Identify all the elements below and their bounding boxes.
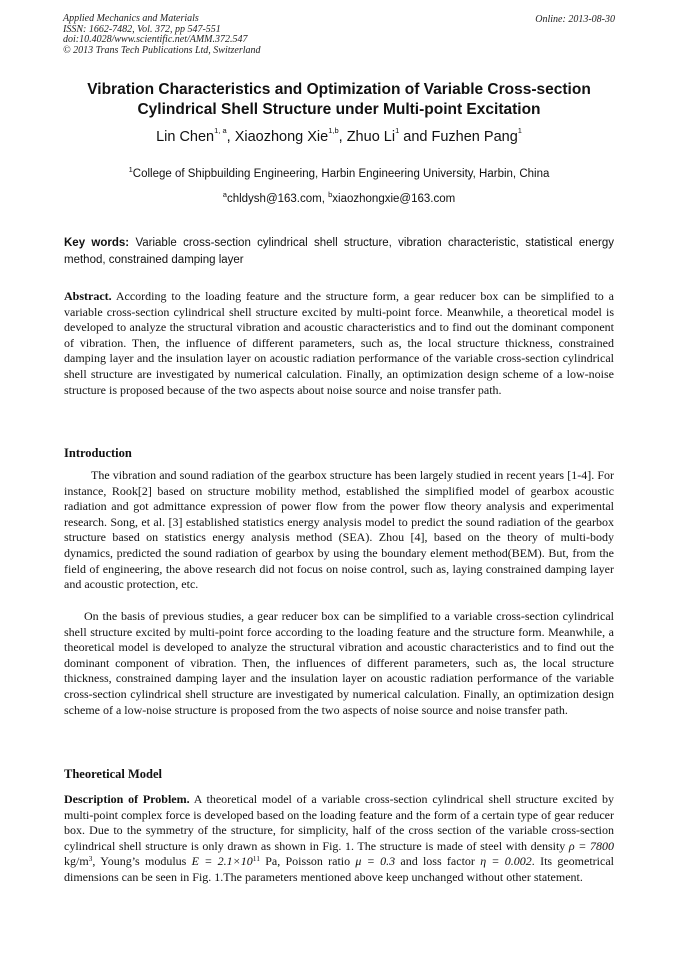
theoretical-model-heading: Theoretical Model: [64, 767, 163, 781]
author-name: Zhuo Li: [346, 129, 396, 145]
email-address-b[interactable]: xiaozhongxie@163.com: [332, 193, 456, 205]
author-name: Lin Chen: [156, 129, 215, 145]
author-name: Xiaozhong Xie: [234, 129, 329, 145]
abstract-paragraph: [64, 289, 614, 398]
email-address-a[interactable]: chldysh@163.com: [226, 193, 322, 205]
author-separator: ,: [338, 129, 347, 145]
keywords-text: Variable cross-section cylindrical shell structure, vibration characteristic, statistical energy method, constrained damping layer: [64, 237, 615, 266]
affiliation-text: College of Shipbuilding Engineering, Harbin Engineering University, Harbin, China: [132, 168, 550, 180]
modulus-equation: E = 2.1×10: [191, 854, 253, 869]
email-line: [60, 190, 618, 205]
email-mark-a: a: [222, 190, 227, 199]
email-mark-b: b: [328, 190, 333, 199]
theory-text-5: . Its geometrical dimensions can be seen in Fig. 1.The parameters mentioned above keep unchanged without other statement.: [64, 854, 614, 884]
introduction-paragraph-2: On the basis of previous studies, a gear reducer box can be simplified to a variable cross-section cylindrical shell structure excited by multi-point force according to the loading feature and the structure form. Meanwhile, a theoretical model is developed to analyze the structural vibration and acoustic characteristics and to find out the dominant component of vibration. Then, the influences of different parameters, such as, the local structure thickness, constrained damping layer and the insulation layer on acoustic radiation performance of the variable cross-section cylindrical shell structure are investigated by numerical calculation. Finally, an optimization design scheme of a low-noise structure is proposed from the two aspects of noise source and noise transfer path.: [64, 609, 614, 717]
modulus-exponent: 11: [252, 854, 260, 864]
abstract-label: Abstract.: [64, 289, 112, 303]
keywords-label: Key words:: [64, 237, 130, 249]
description-label: Description of Problem.: [64, 792, 190, 806]
affiliation-mark: 1: [128, 165, 133, 174]
abstract-text: According to the loading feature and the structure form, a gear reducer box can be simplified to a variable cross-section cylindrical shell structure excited by multi-point force. Meanwhile, a theoretical model is developed to analyze the structural vibration and acoustic characteristics and to find out the dominant component of vibration. Then, the influence of different parameters, such as, the local structure thickness, constrained damping layer and the insulation layer on acoustic radiation performance of the variable cross-section cylindrical shell structure are investigated by numerical calculation. Finally, an optimization design scheme of a low-noise structure is proposed because of the two aspects about noise source and noise transfer path.: [64, 289, 614, 397]
doi-line: doi:10.4028/www.scientific.net/AMM.372.547: [63, 34, 248, 45]
loss-factor-equation: η = 0.002: [480, 854, 532, 869]
author-name: Fuzhen Pang: [431, 129, 518, 145]
author-affiliation-mark: 1: [395, 126, 400, 135]
density-unit: kg/m: [64, 854, 89, 869]
author-affiliation-mark: 1,b: [328, 126, 339, 135]
author-affiliation-mark: 1, a: [214, 126, 227, 135]
theory-text-4: and loss factor: [395, 854, 481, 869]
running-header: [63, 14, 261, 56]
title-line-1: Vibration Characteristics and Optimization of Variable Cross-section: [87, 81, 591, 98]
introduction-paragraph-1: The vibration and sound radiation of the gearbox structure has been largely studied in recent years [1-4]. For instance, Rook[2] based on structure mobility method, established the simplified model of gearbox acoustic radiation and got admittance expression of power flow from the power flow theory analysis and experimental research. Song, et al. [3] established statistics energy analysis model to predict the sound radiation of the gearbox structure based on statistics energy analysis method (SEA). Zhou [4], based on the theory of multi-body dynamics, predicted the sound radiation of gearbox by using the boundary element method(BEM). But, from the field of engineering, the above research did not focus on noise control, such as, laying constrained damping layer and acoustic protection, etc.: [64, 468, 614, 592]
density-unit-exponent: 3: [88, 854, 93, 864]
theory-paragraph: [64, 792, 614, 886]
paper-title: [60, 80, 618, 120]
affiliation: [60, 165, 618, 180]
theory-text-1: A theoretical model of a variable cross-section cylindrical shell structure excited by multi-point complex force is developed based on the loading feature and the form of a certain type of gear reducer box. Due to the symmetry of the structure, for simplicity, half of the cross section of the variable cross-section cylindrical shell structure is only drawn as shown in Fig. 1. The structure is made of steel with density: [64, 792, 614, 853]
modulus-unit: Pa,: [259, 854, 281, 869]
density-equation: ρ = 7800: [568, 838, 614, 853]
theory-text-2: , Young’s modulus: [92, 854, 192, 869]
email-separator: ,: [321, 193, 329, 205]
title-line-2: Cylindrical Shell Structure under Multi-point Excitation: [137, 101, 541, 118]
keywords: [64, 235, 614, 269]
author-separator: and: [399, 129, 432, 145]
introduction-heading: Introduction: [64, 446, 132, 460]
author-list: [60, 126, 618, 145]
author-affiliation-mark: 1: [517, 126, 522, 135]
theory-text-3: Poisson ratio: [280, 854, 356, 869]
copyright-line: © 2013 Trans Tech Publications Ltd, Switzerland: [63, 44, 261, 56]
online-date: Online: 2013-08-30: [535, 14, 615, 25]
journal-name: Applied Mechanics and Materials: [63, 13, 199, 24]
poisson-equation: μ = 0.3: [355, 854, 396, 869]
issn-line: ISSN: 1662-7482, Vol. 372, pp 547-551: [63, 23, 221, 35]
author-separator: ,: [226, 129, 235, 145]
